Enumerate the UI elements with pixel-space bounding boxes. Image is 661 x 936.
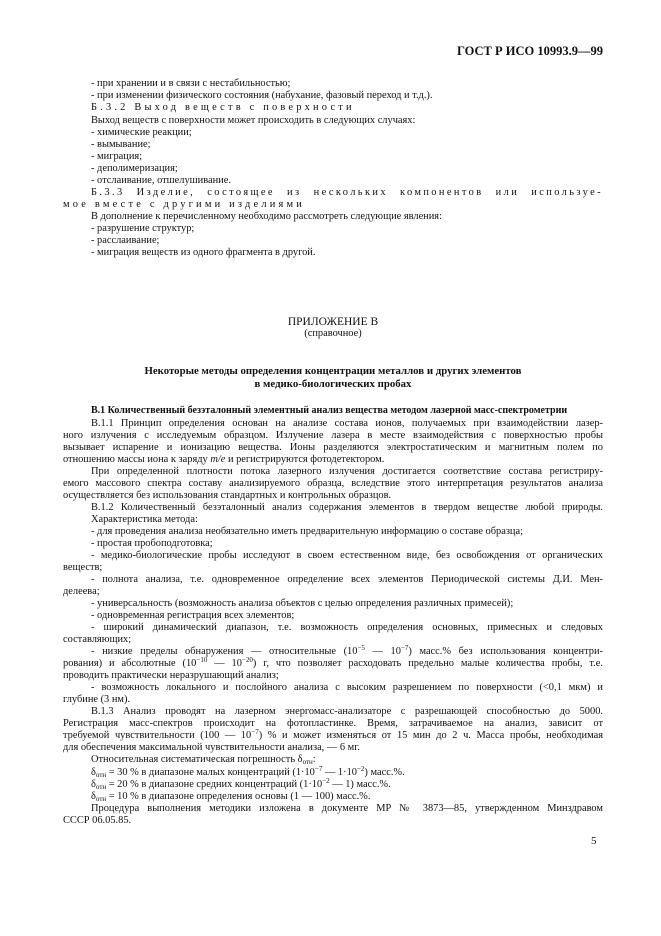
list-item-detection-limits: - низкие пределы обнаружения — относительные ($10^{-5}$ — $10^{-7}$) масс.% без использования концентри- (91, 644, 603, 657)
list-item-cont: делеева; (63, 586, 100, 597)
list-item-cont: веществ; (63, 562, 103, 573)
error-range-line: $\delta_{отн} = 20$ % в диапазоне средних концентраций ($1\cdot 10^{-2}$ — 1) масс.%. (91, 777, 391, 791)
list-item-cont: составляющих; (63, 634, 132, 645)
list-item: - простая пробоподготовка; (91, 538, 213, 549)
section-heading-b1: В.1 Количественный безэталонный элементный анализ вещества методом лазерной масс-спектрометрии (91, 405, 568, 416)
section-title-b33: Б.3.3 Изделие, состоящее из нескольких компонентов или используе- (91, 187, 603, 198)
list-item: - разрушение структур; (91, 223, 195, 234)
paragraph-line: Характеристика метода: (91, 514, 198, 525)
paragraph-line: При определенной плотности потока лазерного излучения достигается соответствие состава регистриру- (91, 466, 603, 477)
appendix-subtitle: (справочное) (304, 328, 362, 339)
list-item: - полнота анализа, т.е. одновременное определение всех элементов Периодической системы Д.И. Мен- (91, 574, 603, 585)
error-label: Относительная систематическая погрешность $\delta_{отн}$: (91, 754, 316, 766)
paragraph-line: В.1.1 Принцип определения основан на анализе состава ионов, получаемых при взаимодействии лазер- (91, 418, 603, 429)
paragraph-line: требуемой чувствительности (100 — $10^{-7}$) % и может изменяться от 15 мин до 2 ч. Масса пробы, необходимая (63, 728, 603, 741)
list-item: - одновременная регистрация всех элементов; (91, 610, 295, 621)
list-item: - отслаивание, отшелушивание. (91, 175, 231, 186)
paragraph-line: Процедура выполнения методики изложена в документе МР № 3873—85, утвержденном Минздравом (91, 803, 603, 814)
list-item-cont: глубине (3 нм). (63, 694, 131, 705)
paragraph-line: для обеспечения максимальной чувствительности анализа, — 6 мг. (63, 742, 360, 753)
list-item-cont: проводить практически неразрушающий анализ; (63, 670, 279, 681)
appendix-heading-cont: в медико-биологических пробах (254, 378, 412, 390)
list-item: - вымывание; (91, 139, 151, 150)
list-item: - химические реакции; (91, 127, 192, 138)
paragraph-line: отношению массы иона к заряду m/e и регистрируются фотодетектором. (63, 454, 385, 465)
formula-mass-charge: m/e (210, 454, 226, 465)
paragraph-line: осуществляется без использования стандартных и контрольных образцов. (63, 490, 392, 501)
paragraph-line: емого массового спектра составу анализируемого образца, вследствие этого интерпретация результатов анализа (63, 478, 603, 489)
paragraph-line: В.1.3 Анализ проводят на лазерном энергомасс-анализаторе с разрешающей способностью до 5000. (91, 706, 603, 717)
section-intro: Выход веществ с поверхности может происходить в следующих случаях: (91, 115, 416, 126)
list-item: - при изменении физического состояния (набухание, фазовый переход и т.д.). (91, 90, 433, 101)
section-intro: В дополнение к перечисленному необходимо рассмотреть следующие явления: (91, 211, 442, 222)
document-standard-header: ГОСТ Р ИСО 10993.9—99 (457, 44, 603, 58)
paragraph-line: В.1.2 Количественный безэталонный анализ содержания элементов в твердом веществе любой природы. (91, 502, 603, 513)
list-item-cont: рования) и абсолютные ($10^{-10}$ — $10^{-20}$) г, что позволяет расходовать предельно малые количества пробы, т.е. (63, 656, 603, 669)
paragraph-line: СССР 06.05.85. (63, 815, 132, 826)
appendix-heading: Некоторые методы определения концентрации металлов и других элементов (144, 365, 522, 377)
paragraph-line: ного излучения с исследуемым образцом. Излучение лазера в месте взаимодействия с поверхностью пробы (63, 430, 603, 441)
section-title-b32: Б.3.2 Выход веществ с поверхности (91, 102, 355, 113)
paragraph-line: Регистрация масс-спектров происходит на фотопластинке. Время, затрачиваемое на анализ, зависит от (63, 718, 603, 729)
list-item: - медико-биологические пробы исследуют в своем естественном виде, без освобождения от органических (91, 550, 603, 561)
list-item: - расслаивание; (91, 235, 160, 246)
error-range-line: $\delta_{отн} = 30$ % в диапазоне малых концентраций ($1\cdot 10^{-7}$ — $1\cdot 10^{-2}$) масс.%. (91, 765, 405, 779)
page-number: 5 (591, 835, 597, 847)
error-range-line: $\delta_{отн} = 10$ % в диапазоне определения основы (1 — 100) масс.%. (91, 791, 371, 803)
list-item: - для проведения анализа необязательно иметь предварительную информацию о составе образца; (91, 526, 523, 537)
list-item: - миграция; (91, 151, 143, 162)
paragraph-line: вызывает испарение и ионизацию вещества. Ионы разделяются электростатическим и магнитным полем по (63, 442, 603, 453)
list-item: - миграция веществ из одного фрагмента в другой. (91, 247, 316, 258)
list-item: - при хранении и в связи с нестабильностью; (91, 78, 291, 89)
list-item: - возможность локального и послойного анализа с высоким разрешением по поверхности (<0,1 мкм) и (91, 682, 603, 693)
section-title-b33-cont: мое вместе с другими изделиями (63, 199, 305, 210)
appendix-title: ПРИЛОЖЕНИЕ В (287, 316, 379, 328)
list-item: - широкий динамический диапазон, т.е. возможность определения основных, примесных и следовых (91, 622, 603, 633)
list-item: - деполимеризация; (91, 163, 178, 174)
list-item: - универсальность (возможность анализа объектов с целью определения различных примесей); (91, 598, 514, 609)
